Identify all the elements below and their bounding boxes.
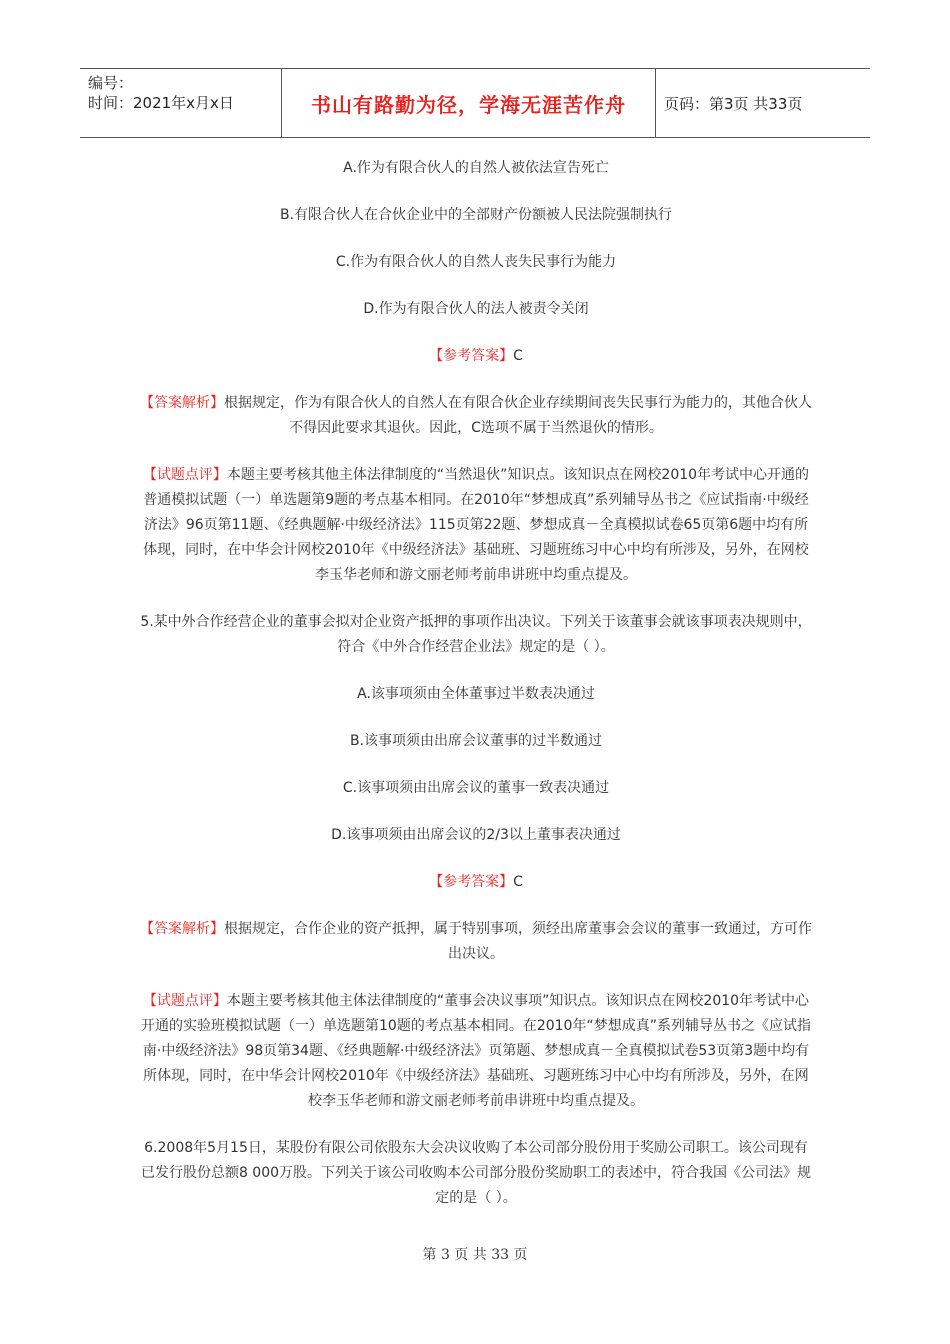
q4-answer: [140, 344, 812, 369]
answer-tag: 【参考答案】: [429, 348, 514, 364]
analysis-tag: 【答案解析】: [140, 921, 224, 937]
page-header: [80, 68, 870, 138]
q5-answer: [140, 870, 812, 895]
comment-tag: 【试题点评】: [142, 467, 227, 483]
header-motto: 书山有路勤为径，学海无涯苦作舟: [282, 69, 656, 137]
analysis-text: 根据规定，合作企业的资产抵押，属于特别事项，须经出席董事会会议的董事一致通过，方可作出决议。: [224, 921, 812, 962]
q4-option-d: D.作为有限合伙人的法人被责令关闭: [363, 301, 589, 317]
q4-analysis: [140, 391, 812, 441]
page-footer: 第 3 页 共 33 页: [422, 1247, 528, 1263]
answer-tag: 【参考答案】: [429, 874, 514, 890]
comment-text: 本题主要考核其他主体法律制度的“董事会决议事项”知识点。该知识点在网校2010年考试中心开通的实验班模拟试题（一）单选题第10题的考点基本相同。在2010年“梦想成真”系列辅导丛书之《应试指南·中级经济法》98页第34题、《经典题解·中级经济法》页第题、梦想成真－全真模拟试卷53页第3题中均有所体现，同时，在中华会计网校2010年《中级经济法》基础班、习题班练习中心中均有所涉及，另外，在网校李玉华老师和游文丽老师考前串讲班中均重点提及。: [141, 993, 811, 1109]
q5-option-a: A.该事项须由全体董事过半数表决通过: [357, 686, 595, 702]
q5-option-c: C.该事项须由出席会议的董事一致表决通过: [342, 780, 610, 796]
analysis-tag: 【答案解析】: [140, 395, 224, 411]
comment-text: 本题主要考核其他主体法律制度的“当然退伙”知识点。该知识点在网校2010年考试中心开通的普通模拟试题（一）单选题第9题的考点基本相同。在2010年“梦想成真”系列辅导丛书之《应试指南·中级经济法》96页第11题、《经典题解·中级经济法》115页第22题、梦想成真－全真模拟试卷65页第6题中均有所体现，同时，在中华会计网校2010年《中级经济法》基础班、习题班练习中心中均有所涉及，另外，在网校李玉华老师和游文丽老师考前串讲班中均重点提及。: [143, 467, 810, 583]
analysis-text: 根据规定，作为有限合伙人的自然人在有限合伙企业存续期间丧失民事行为能力的，其他合伙人不得因此要求其退伙。因此，C选项不属于当然退伙的情形。: [224, 395, 812, 436]
q5-question: 5.某中外合作经营企业的董事会拟对企业资产抵押的事项作出决议。下列关于该董事会就该事项表决规则中，符合《中外合作经营企业法》规定的是（ ）。: [140, 614, 812, 655]
q4-option-b: B.有限合伙人在合伙企业中的全部财产份额被人民法院强制执行: [279, 207, 673, 223]
q4-option-a: A.作为有限合伙人的自然人被依法宣告死亡: [343, 160, 609, 176]
q4-option-c: C.作为有限合伙人的自然人丧失民事行为能力: [335, 254, 617, 270]
answer-value: C: [513, 874, 523, 890]
header-left-cell: [80, 69, 282, 137]
answer-value: C: [513, 348, 523, 364]
q5-comment: [140, 989, 812, 1114]
q5-option-b: B.该事项须由出席会议董事的过半数通过: [349, 733, 603, 749]
comment-tag: 【试题点评】: [142, 993, 227, 1009]
q6-question: 6.2008年5月15日，某股份有限公司依股东大会决议收购了本公司部分股份用于奖励公司职工。该公司现有已发行股份总额8 000万股。下列关于该公司收购本公司部分股份奖励职工的表述中，符合我国《公司法》规定的是（ ）。: [140, 1140, 812, 1206]
document-body: [140, 156, 812, 1233]
q5-option-d: D.该事项须由出席会议的2/3以上董事表决通过: [331, 827, 621, 843]
number-label: 编号：: [88, 74, 134, 92]
time-label: 时间：2021年x月x日: [88, 94, 234, 112]
q4-comment: [140, 463, 812, 588]
q5-analysis: [140, 917, 812, 967]
header-page-info: 页码：第3页 共33页: [664, 94, 803, 113]
